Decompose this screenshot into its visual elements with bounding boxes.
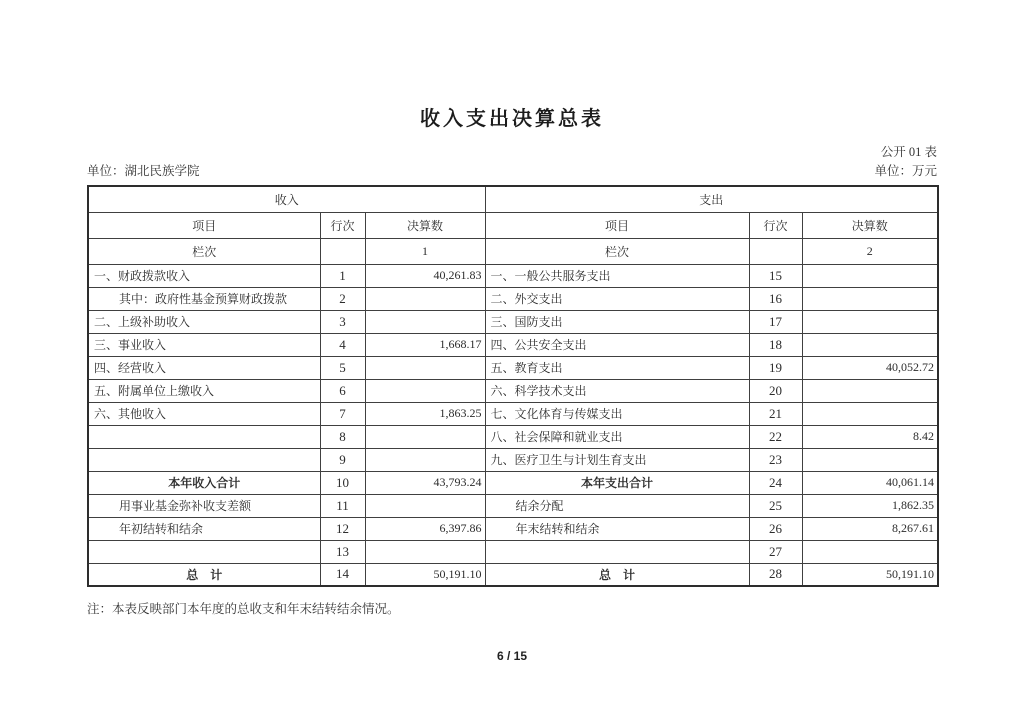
income-amount-cell: [365, 448, 485, 471]
expense-item-cell: 二、外交支出: [485, 287, 749, 310]
table-row: [88, 517, 938, 540]
table-row: [88, 448, 938, 471]
expense-item-cell: 本年支出合计: [485, 471, 749, 494]
expense-row-number-cell: 18: [749, 333, 802, 356]
expense-item-cell: 结余分配: [485, 494, 749, 517]
income-item-cell: 一、财政拨款收入: [88, 264, 320, 287]
table-row: [88, 287, 938, 310]
expense-row-number-cell: 16: [749, 287, 802, 310]
expense-row-number-cell: 19: [749, 356, 802, 379]
expense-item-cell: 九、医疗卫生与计划生育支出: [485, 448, 749, 471]
expense-amount-cell: [802, 310, 938, 333]
expense-item-cell: 四、公共安全支出: [485, 333, 749, 356]
income-amount-cell: [365, 310, 485, 333]
income-item-cell: 用事业基金弥补收支差额: [88, 494, 320, 517]
expense-amount-cell: [802, 448, 938, 471]
expense-amount-column-header: 决算数: [802, 212, 938, 238]
income-item-cell: 总 计: [88, 563, 320, 586]
income-amount-column-header: 决算数: [365, 212, 485, 238]
expense-amount-cell: 1,862.35: [802, 494, 938, 517]
income-item-cell: [88, 540, 320, 563]
document-page: [0, 102, 1024, 724]
income-row-number-cell: 6: [320, 379, 365, 402]
income-row-number-cell: 14: [320, 563, 365, 586]
expense-row-number-cell: 22: [749, 425, 802, 448]
expense-item-cell: 七、文化体育与传媒支出: [485, 402, 749, 425]
income-item-cell: 六、其他收入: [88, 402, 320, 425]
table-row: [88, 425, 938, 448]
income-section-header: 收入: [88, 186, 485, 212]
empty-cell: [320, 238, 365, 264]
income-row-number-cell: 11: [320, 494, 365, 517]
expense-rowno-column-header: 行次: [749, 212, 802, 238]
income-row-number-cell: 8: [320, 425, 365, 448]
expense-row-number-cell: 24: [749, 471, 802, 494]
income-row-number-cell: 9: [320, 448, 365, 471]
income-item-cell: [88, 425, 320, 448]
income-row-number-cell: 10: [320, 471, 365, 494]
expense-row-number-cell: 23: [749, 448, 802, 471]
income-row-number-cell: 5: [320, 356, 365, 379]
expense-amount-cell: 8,267.61: [802, 517, 938, 540]
expense-row-number-cell: 21: [749, 402, 802, 425]
income-amount-cell: [365, 379, 485, 402]
income-rowno-column-header: 行次: [320, 212, 365, 238]
table-row: [88, 356, 938, 379]
expense-amount-cell: [802, 264, 938, 287]
income-row-number-cell: 7: [320, 402, 365, 425]
content-area: [87, 142, 937, 617]
note-text: 注：本表反映部门本年度的总收支和年末结转结余情况。: [87, 602, 400, 616]
table-row: [88, 264, 938, 287]
table-row: [88, 333, 938, 356]
column-index-row: [88, 238, 938, 264]
table-row: [88, 563, 938, 586]
expense-column-index: 2: [802, 238, 938, 264]
expense-amount-cell: [802, 287, 938, 310]
expense-item-cell: 五、教育支出: [485, 356, 749, 379]
expense-item-cell: 六、科学技术支出: [485, 379, 749, 402]
income-column-index-label: 栏次: [88, 238, 320, 264]
expense-row-number-cell: 28: [749, 563, 802, 586]
expense-item-cell: 总 计: [485, 563, 749, 586]
income-item-cell: 其中：政府性基金预算财政拨款: [88, 287, 320, 310]
income-amount-cell: 1,668.17: [365, 333, 485, 356]
income-amount-cell: 50,191.10: [365, 563, 485, 586]
income-amount-cell: 1,863.25: [365, 402, 485, 425]
expense-amount-cell: [802, 402, 938, 425]
expense-item-column-header: 项目: [485, 212, 749, 238]
income-amount-cell: [365, 356, 485, 379]
expense-row-number-cell: 17: [749, 310, 802, 333]
income-item-cell: 本年收入合计: [88, 471, 320, 494]
income-row-number-cell: 2: [320, 287, 365, 310]
expense-section-header: 支出: [485, 186, 938, 212]
income-amount-cell: [365, 425, 485, 448]
income-amount-cell: [365, 494, 485, 517]
table-row: [88, 402, 938, 425]
expense-amount-cell: 8.42: [802, 425, 938, 448]
expense-amount-cell: 40,052.72: [802, 356, 938, 379]
income-item-cell: 二、上级补助收入: [88, 310, 320, 333]
expense-column-index-label: 栏次: [485, 238, 749, 264]
expense-row-number-cell: 27: [749, 540, 802, 563]
column-header-row: [88, 212, 938, 238]
income-column-index: 1: [365, 238, 485, 264]
income-item-cell: [88, 448, 320, 471]
expense-row-number-cell: 20: [749, 379, 802, 402]
page-number: 6 / 15: [496, 649, 528, 663]
expense-item-cell: [485, 540, 749, 563]
income-row-number-cell: 4: [320, 333, 365, 356]
income-row-number-cell: 12: [320, 517, 365, 540]
income-row-number-cell: 13: [320, 540, 365, 563]
table-row: [88, 494, 938, 517]
unit-name-label: 单位：湖北民族学院: [87, 164, 200, 178]
expense-amount-cell: [802, 379, 938, 402]
income-row-number-cell: 1: [320, 264, 365, 287]
section-header-row: [88, 186, 938, 212]
empty-cell: [749, 238, 802, 264]
income-amount-cell: 6,397.86: [365, 517, 485, 540]
expense-amount-cell: 40,061.14: [802, 471, 938, 494]
summary-table: [87, 185, 939, 587]
income-row-number-cell: 3: [320, 310, 365, 333]
table-body: [88, 264, 938, 586]
expense-row-number-cell: 26: [749, 517, 802, 540]
income-amount-cell: 43,793.24: [365, 471, 485, 494]
table-row: [88, 379, 938, 402]
table-row: [88, 471, 938, 494]
income-amount-cell: [365, 540, 485, 563]
expense-amount-cell: [802, 333, 938, 356]
table-row: [88, 540, 938, 563]
income-amount-cell: [365, 287, 485, 310]
expense-row-number-cell: 25: [749, 494, 802, 517]
page-title: 收入支出决算总表: [420, 108, 604, 130]
form-number-label: 公开 01 表: [880, 145, 937, 159]
unit-info-row: [87, 161, 937, 179]
table-header: [88, 186, 938, 264]
income-amount-cell: 40,261.83: [365, 264, 485, 287]
expense-item-cell: 三、国防支出: [485, 310, 749, 333]
expense-item-cell: 年末结转和结余: [485, 517, 749, 540]
expense-amount-cell: [802, 540, 938, 563]
income-item-cell: 五、附属单位上缴收入: [88, 379, 320, 402]
income-item-cell: 四、经营收入: [88, 356, 320, 379]
unit-measure-label: 单位：万元: [874, 164, 937, 178]
table-row: [88, 310, 938, 333]
income-item-cell: 年初结转和结余: [88, 517, 320, 540]
expense-item-cell: 八、社会保障和就业支出: [485, 425, 749, 448]
expense-amount-cell: 50,191.10: [802, 563, 938, 586]
expense-row-number-cell: 15: [749, 264, 802, 287]
expense-item-cell: 一、一般公共服务支出: [485, 264, 749, 287]
income-item-cell: 三、事业收入: [88, 333, 320, 356]
income-item-column-header: 项目: [88, 212, 320, 238]
